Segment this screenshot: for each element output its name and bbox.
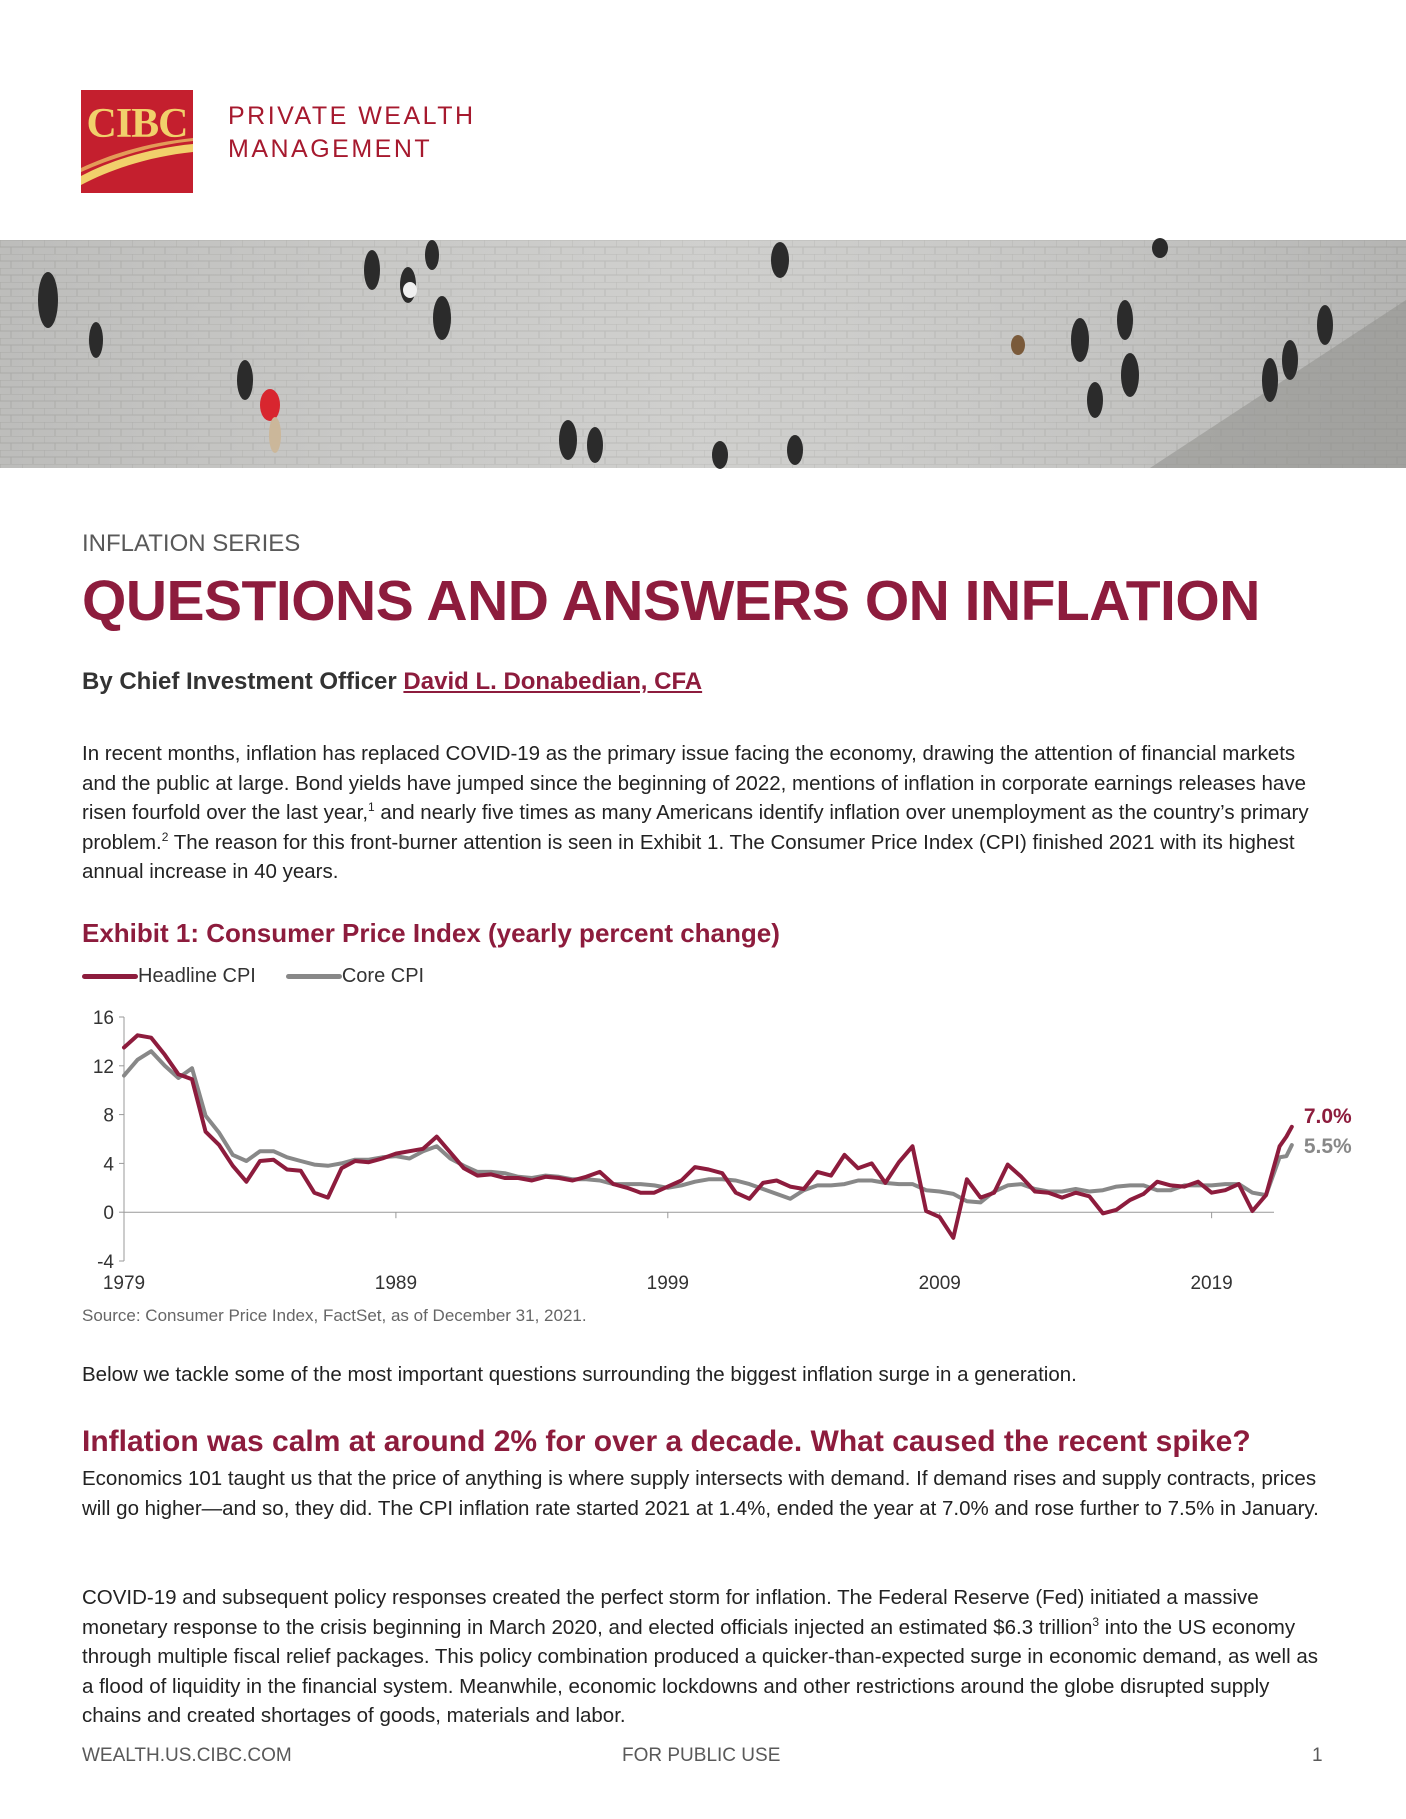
footnote-ref-1[interactable]: 1	[368, 800, 375, 815]
intro-text-2: and nearly five times as many Americans identify inflation over unemployment as the country’s primary problem.	[82, 801, 1309, 854]
cibc-logo	[81, 90, 193, 193]
core-end-label: 5.5%	[1303, 1135, 1352, 1159]
y-tick-label: 16	[92, 1008, 114, 1029]
legend-item-headline	[82, 965, 256, 988]
x-tick-label: 2009	[918, 1273, 961, 1294]
section-paragraph-1: Economics 101 taught us that the price of anything is where supply intersects with demand. If demand rises and supply contracts, prices will go higher—and so, they did. The CPI inflation rate started 2021 at 1.4%, ended the year at 7.0% and rose further to 7.5% in January.	[82, 1467, 1319, 1520]
brand-line-1: PRIVATE WEALTH	[228, 102, 476, 130]
intro-text-3: The reason for this front-burner attention is seen in Exhibit 1. The Consumer Price Index (CPI) finished 2021 with its highest annual increase in 40 years.	[82, 830, 1295, 883]
brand-line-2: MANAGEMENT	[228, 135, 433, 163]
x-tick-label: 1989	[374, 1273, 418, 1294]
byline-prefix: By Chief Investment Officer	[82, 668, 397, 695]
legend-swatch-headline	[82, 974, 138, 979]
footnote-ref-3[interactable]: 3	[1092, 1614, 1100, 1629]
brand-name	[228, 100, 476, 166]
logo-text: CIBC	[86, 101, 188, 147]
series-label: INFLATION SERIES	[82, 530, 301, 557]
legend-label-headline: Headline CPI	[138, 965, 256, 987]
footnote-ref-2[interactable]: 2	[161, 829, 169, 844]
intro-text-1: In recent months, inflation has replaced COVID-19 as the primary issue facing the economy, drawing the attention of financial markets and the public at large. Bond yields have jumped since the beginning of 2022, mentions of inflation in corporate earnings releases have risen fourfold over the last year,	[82, 742, 1306, 824]
headline-cpi-line	[124, 1035, 1292, 1238]
section-heading: Inflation was calm at around 2% for over a decade. What caused the recent spike?	[82, 1425, 1251, 1458]
author-link[interactable]: David L. Donabedian, CFA	[403, 668, 703, 695]
x-tick-label: 2019	[1190, 1273, 1233, 1294]
section-paragraph-2a: COVID-19 and subsequent policy responses created the perfect storm for inflation. The Federal Reserve (Fed) initiated a massive monetary response to the crisis beginning in March 2020, and elected officials injected an estimated $6.3 trillion	[82, 1586, 1259, 1639]
chart-legend	[82, 965, 454, 988]
plaza-photo-image	[0, 240, 1406, 468]
y-tick-label: 4	[103, 1154, 114, 1176]
footer-url[interactable]: WEALTH.US.CIBC.COM	[82, 1745, 292, 1766]
x-tick-label: 1999	[646, 1273, 689, 1294]
page-title: QUESTIONS AND ANSWERS ON INFLATION	[82, 569, 1260, 633]
footer-usage: FOR PUBLIC USE	[622, 1745, 781, 1766]
byline	[82, 668, 702, 696]
x-tick-label: 1979	[102, 1273, 146, 1294]
exhibit-title: Exhibit 1: Consumer Price Index (yearly percent change)	[82, 918, 780, 948]
page-number: 1	[1312, 1745, 1323, 1766]
cpi-line-chart	[76, 1000, 1352, 1300]
y-tick-label: 12	[92, 1056, 114, 1078]
legend-swatch-core	[286, 974, 342, 979]
section-paragraph-2	[82, 1583, 1332, 1731]
section-paragraph-2b: into the US economy through multiple fiscal relief packages. This policy combination produced a quicker-than-expected surge in economic demand, as well as a flood of liquidity in the financial system. Meanwhile, economic lockdowns and other restrictions around the globe disrupted supply chains and created shortages of goods, materials and labor.	[82, 1615, 1318, 1727]
hero-photo	[0, 240, 1406, 468]
legend-item-core	[286, 965, 424, 988]
transition-paragraph: Below we tackle some of the most important questions surrounding the biggest inflation surge in a generation.	[82, 1363, 1077, 1386]
y-tick-label: 8	[103, 1105, 114, 1127]
y-tick-label: 0	[103, 1203, 114, 1225]
chart-source: Source: Consumer Price Index, FactSet, as of December 31, 2021.	[82, 1306, 587, 1325]
y-tick-label: -4	[97, 1252, 114, 1273]
core-cpi-line	[124, 1051, 1292, 1202]
legend-label-core: Core CPI	[341, 965, 425, 987]
intro-paragraph	[82, 739, 1332, 887]
headline-end-label: 7.0%	[1303, 1104, 1352, 1128]
